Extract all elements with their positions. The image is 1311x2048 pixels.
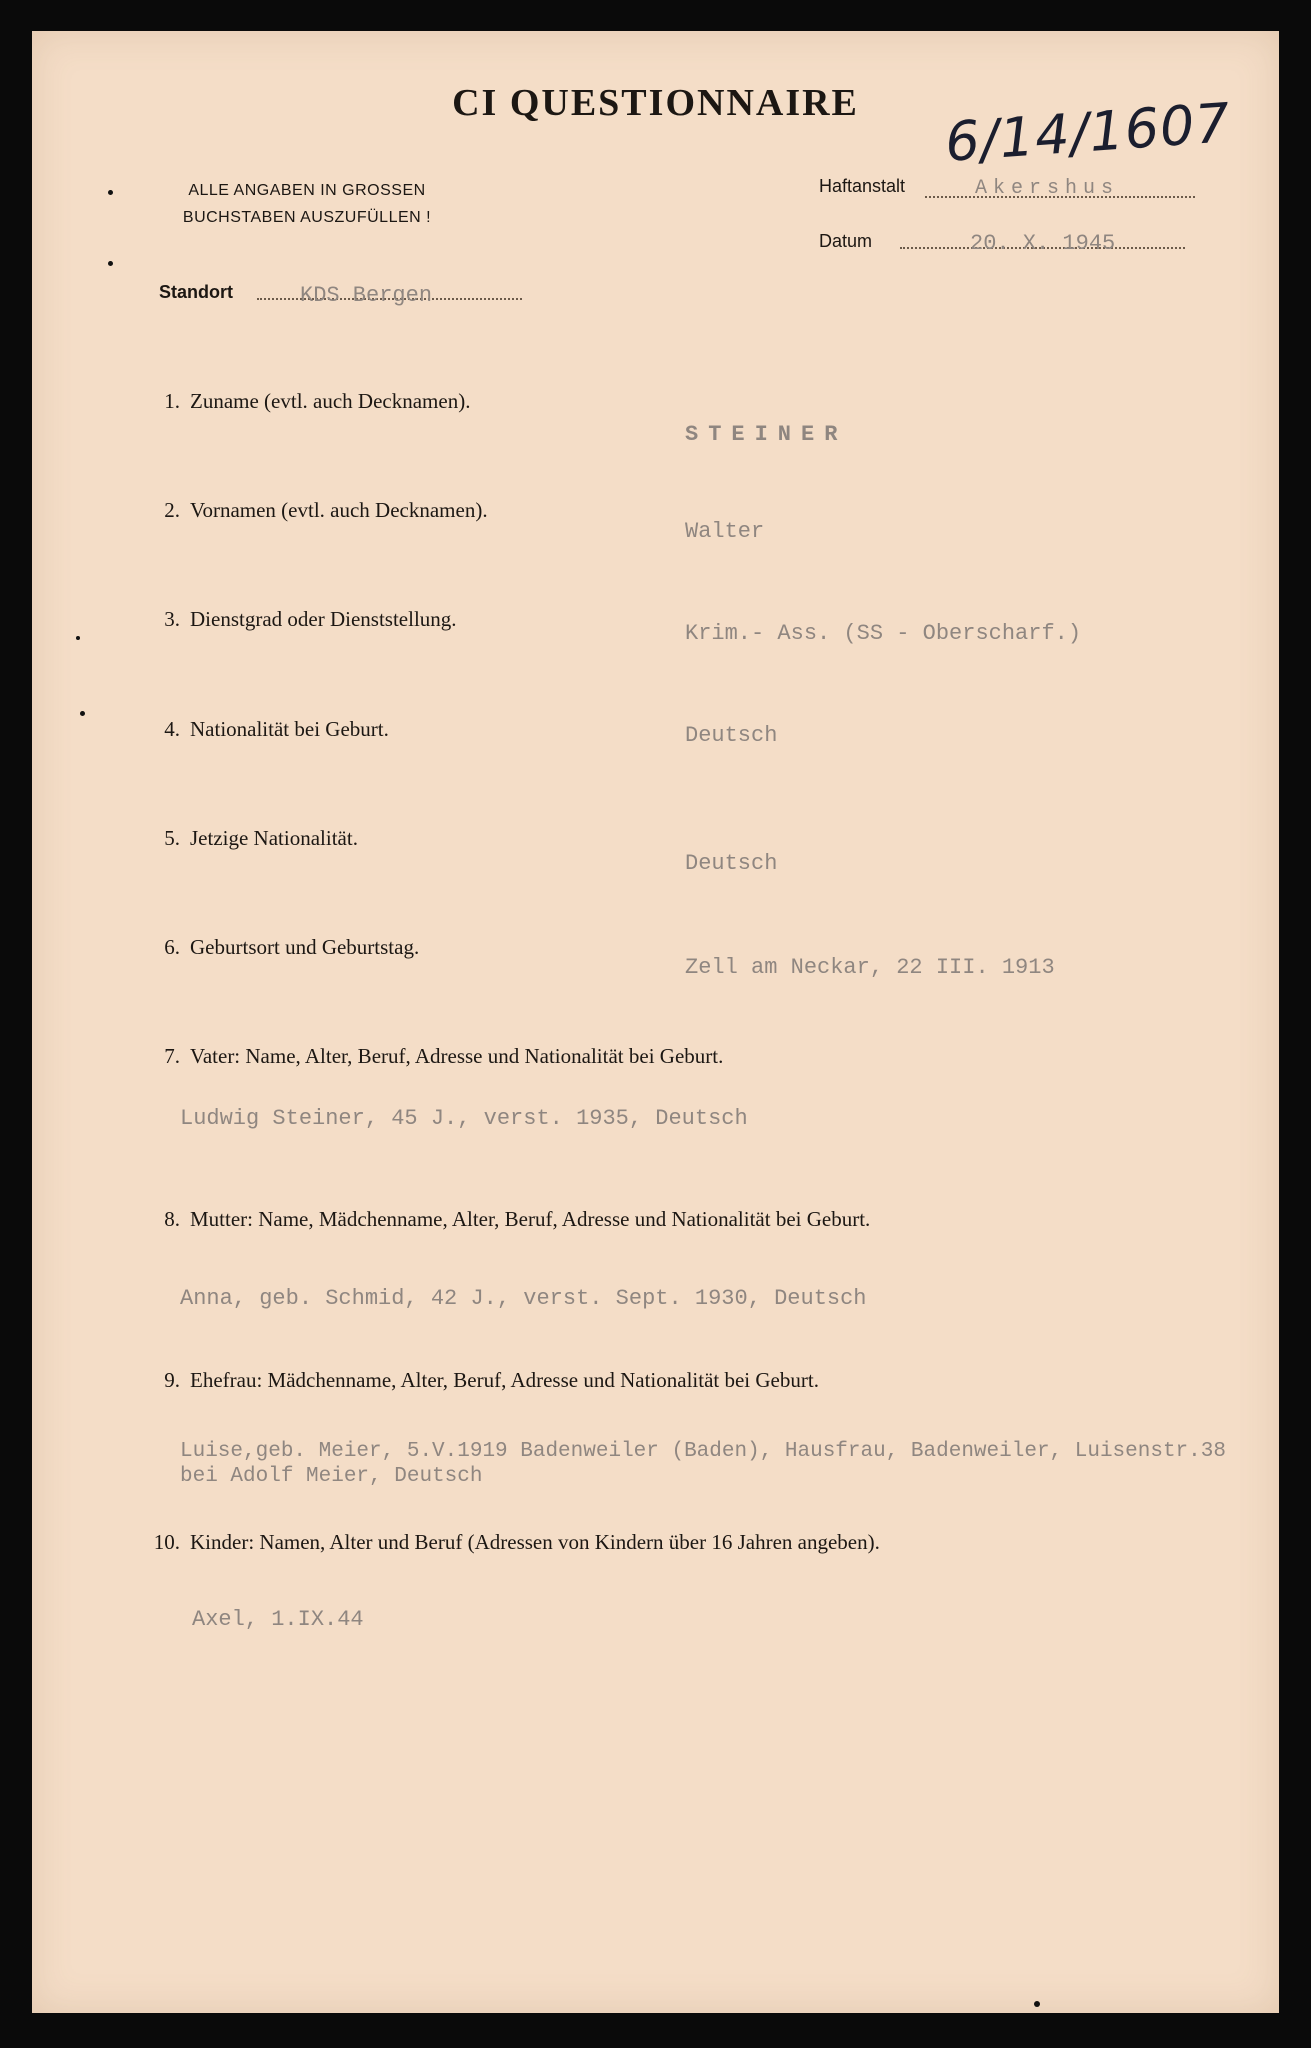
paper-speck: [80, 711, 85, 716]
page-title: CI QUESTIONNAIRE: [452, 82, 859, 124]
question-7: 7. Vater: Name, Alter, Beruf, Adresse und Nationalität bei Geburt.: [164, 1044, 724, 1068]
question-5: 5. Jetzige Nationalität.: [164, 826, 358, 850]
question-8: 8. Mutter: Name, Mädchenname, Alter, Beruf, Adresse und Nationalität bei Geburt.: [164, 1207, 871, 1231]
datum-label: Datum: [819, 231, 873, 251]
paper-speck: [1034, 2001, 1040, 2007]
handwritten-reference: 6/14/1607: [943, 91, 1233, 174]
answer-5: Deutsch: [685, 851, 778, 876]
question-3: 3. Dienstgrad oder Dienststellung.: [164, 607, 457, 631]
answer-10: Axel, 1.IX.44: [192, 1607, 364, 1632]
standort-label: Standort: [159, 282, 233, 302]
answer-9-line-2: bei Adolf Meier, Deutsch: [180, 1465, 483, 1488]
datum-value: 20. X. 1945: [970, 231, 1116, 256]
paper-speck: [76, 636, 80, 640]
paper-speck: [108, 190, 113, 195]
answer-1: STEINER: [685, 422, 848, 447]
answer-8: Anna, geb. Schmid, 42 J., verst. Sept. 1930, Deutsch: [180, 1286, 867, 1311]
answer-6: Zell am Neckar, 22 III. 1913: [685, 955, 1055, 980]
question-6: 6. Geburtsort und Geburtstag.: [164, 935, 420, 959]
instruction-text: ALLE ANGABEN IN GROSSEN BUCHSTABEN AUSZUFÜLLEN !: [182, 182, 432, 226]
questionnaire-page: [32, 31, 1279, 2013]
standort-value: KDS Bergen: [300, 283, 433, 308]
answer-2: Walter: [685, 519, 765, 544]
question-4: 4. Nationalität bei Geburt.: [164, 717, 389, 741]
haftanstalt-value: Akershus: [975, 177, 1120, 200]
answer-7: Ludwig Steiner, 45 J., verst. 1935, Deutsch: [180, 1106, 748, 1131]
answer-9-line-1: Luise,geb. Meier, 5.V.1919 Badenweiler (Baden), Hausfrau, Badenweiler, Luisenstr.38: [180, 1440, 1226, 1463]
question-9: 9. Ehefrau: Mädchenname, Alter, Beruf, Adresse und Nationalität bei Geburt.: [164, 1368, 819, 1392]
question-1: 1. Zuname (evtl. auch Decknamen).: [164, 389, 471, 413]
question-10: 10. Kinder: Namen, Alter und Beruf (Adressen von Kindern über 16 Jahren angeben).: [153, 1530, 880, 1554]
haftanstalt-label: Haftanstalt: [819, 176, 906, 196]
question-2: 2. Vornamen (evtl. auch Decknamen).: [164, 498, 488, 522]
paper-speck: [108, 261, 113, 266]
answer-3: Krim.- Ass. (SS - Oberscharf.): [685, 621, 1082, 646]
answer-4: Deutsch: [685, 723, 778, 748]
